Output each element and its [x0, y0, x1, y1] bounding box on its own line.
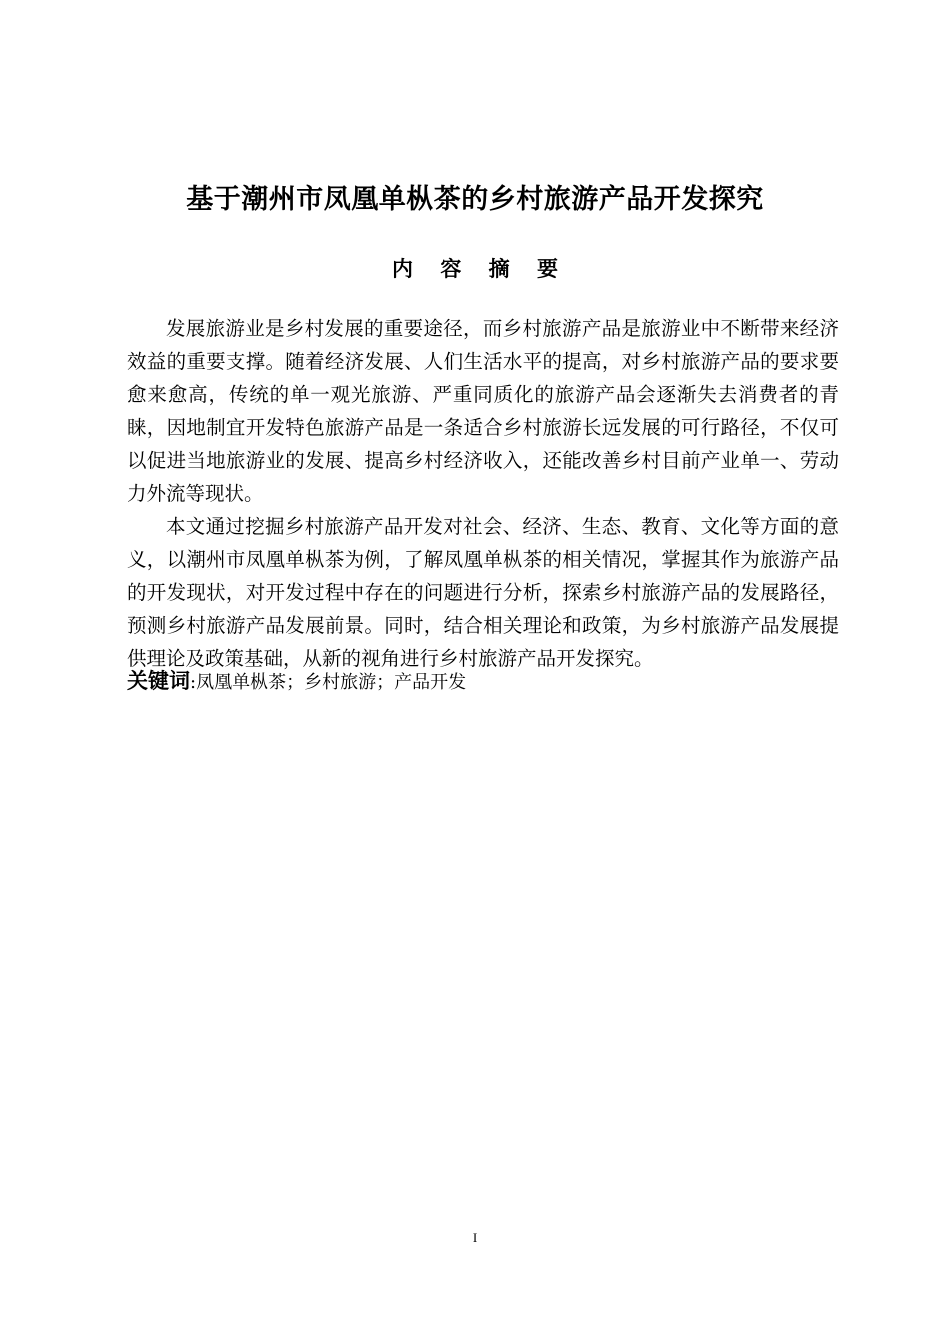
abstract-paragraph-1: 发展旅游业是乡村发展的重要途径，而乡村旅游产品是旅游业中不断带来经济效益的重要支撑。随着经济发展、人们生活水平的提高，对乡村旅游产品的要求要愈来愈高，传统的单一观光旅游、严重同质化的旅游产品会逐渐失去消费者的青睐，因地制宜开发特色旅游产品是一条适合乡村旅游长远发展的可行路径，不仅可以促进当地旅游业的发展、提高乡村经济收入，还能改善乡村目前产业单一、劳动力外流等现状。	[127, 317, 839, 505]
keywords-line	[127, 663, 839, 702]
abstract-heading: 内 容 摘 要	[392, 257, 568, 281]
abstract-body	[127, 312, 839, 675]
page-number: I	[472, 1230, 478, 1245]
keywords-label: 关键词	[127, 669, 190, 693]
keywords-separator: :	[190, 672, 197, 693]
keywords-value: 凤凰单枞茶；乡村旅游；产品开发	[196, 672, 467, 693]
abstract-paragraph-2: 本文通过挖掘乡村旅游产品开发对社会、经济、生态、教育、文化等方面的意义，以潮州市凤凰单枞茶为例，了解凤凰单枞茶的相关情况，掌握其作为旅游产品的开发现状，对开发过程中存在的问题进行分析，探索乡村旅游产品的发展路径，预测乡村旅游产品发展前景。同时，结合相关理论和政策，为乡村旅游产品发展提供理论及政策基础，从新的视角进行乡村旅游产品开发探究。	[127, 515, 839, 670]
document-title: 基于潮州市凤凰单枞茶的乡村旅游产品开发探究	[186, 184, 764, 215]
